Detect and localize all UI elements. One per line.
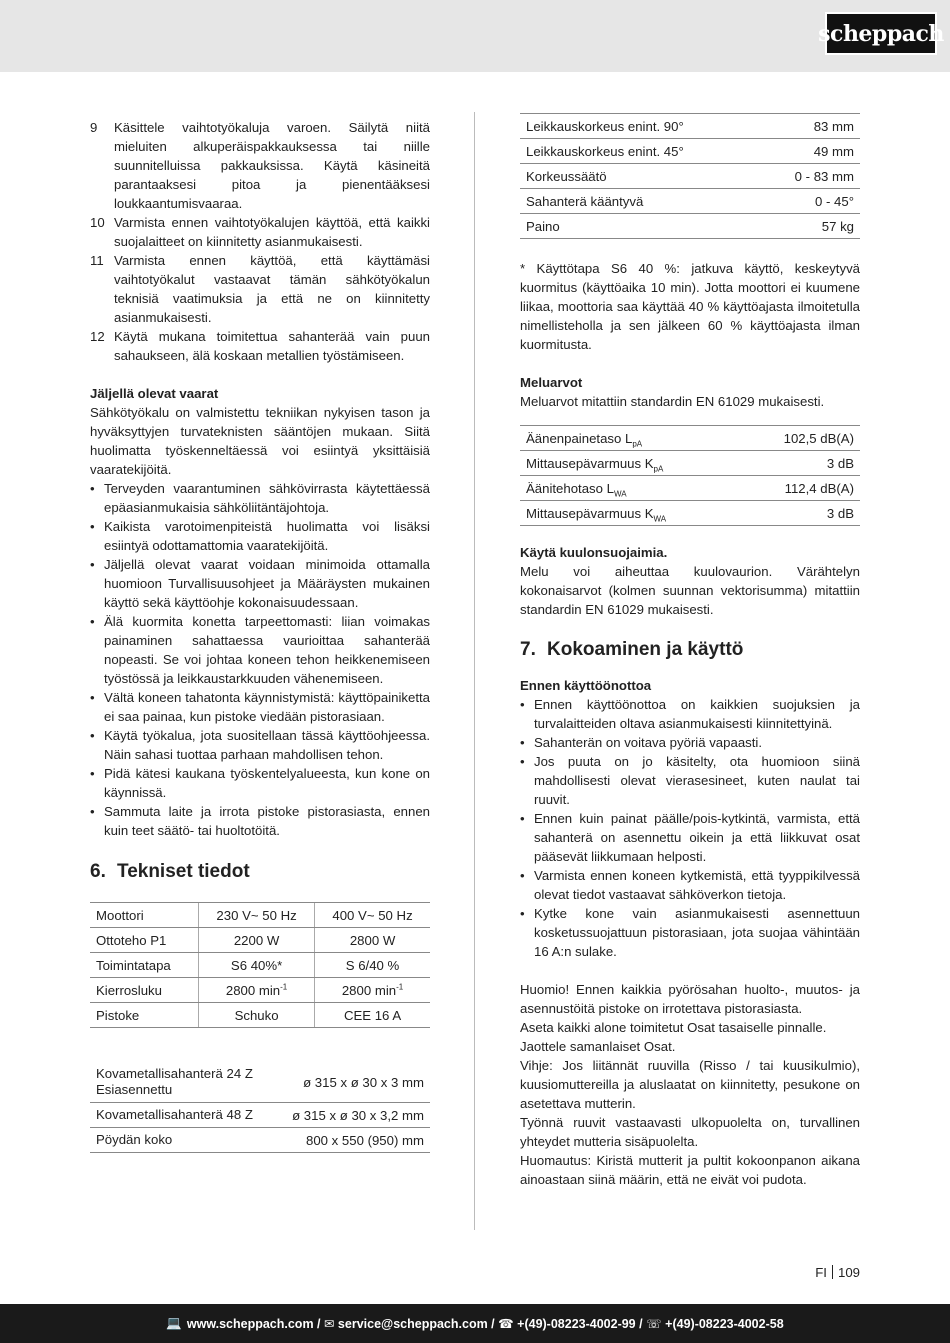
footer-bar	[0, 1304, 950, 1343]
table-cell: 2800 W	[315, 928, 430, 953]
table-row	[520, 476, 860, 501]
table-cell: 112,4 dB(A)	[741, 476, 860, 501]
monitor-icon: 💻	[166, 1316, 182, 1330]
noise-heading: Meluarvot	[520, 375, 583, 390]
cell-subscript: pA	[632, 439, 643, 449]
bullet-item	[90, 517, 430, 555]
table-cell: 0 - 45°	[759, 189, 860, 214]
residual-heading: Jäljellä olevat vaarat	[90, 386, 219, 401]
list-item	[90, 327, 430, 365]
table-row	[520, 426, 860, 451]
item-text: Varmista ennen käyttöä, että käyttämäsi vaihtotyökalut vastaavat tämän sähkötyökalun teknisiä vaatimuksia ja että ne on kiinnitetty asianmukaisesti.	[114, 253, 430, 325]
list-item	[90, 118, 430, 213]
table-cell: Toimintatapa	[90, 953, 199, 978]
item-number: 10	[90, 215, 105, 230]
table-cell: Sahanterä kääntyvä	[520, 189, 759, 214]
bullet-text: Varmista ennen koneen kytkemistä, että tyyppikilvessä olevat tiedot vastaavat sähköverkon tietoja.	[534, 868, 860, 902]
bullet-icon: •	[90, 690, 95, 705]
note-paragraph: Aseta kaikki alone toimitetut Osat tasaiselle pinnalle.	[520, 1020, 827, 1035]
item-number: 11	[90, 253, 104, 268]
table-row	[90, 1062, 430, 1103]
table-cell: 102,5 dB(A)	[741, 426, 860, 451]
noise-table	[520, 425, 860, 526]
item-number: 9	[90, 120, 98, 135]
bullet-text: Ennen käyttöönottoa on kaikkien suojuksien ja turvalaitteiden oltava asianmukaisesti kiinnitettyinä.	[534, 697, 860, 731]
bullet-item	[90, 764, 430, 802]
before-heading: Ennen käyttöönottoa	[520, 678, 652, 693]
cell-label: Mittausepävarmuus K	[526, 505, 654, 521]
table-cell: Paino	[520, 214, 759, 239]
table-cell	[90, 1103, 274, 1128]
table-cell	[520, 426, 741, 451]
assembly-notes	[520, 980, 860, 1189]
table-row	[520, 189, 860, 214]
left-column	[90, 118, 430, 1153]
list-item	[90, 213, 430, 251]
table-cell: Moottori	[90, 903, 199, 928]
cell-line: Kovametallisahanterä 24 Z	[96, 1066, 253, 1081]
table-row	[520, 139, 860, 164]
bullet-text: Jos puuta on jo käsitelty, ota huomioon siinä mahdollisesti olevat vierasesineet, kuten naulat tai ruuvit.	[534, 754, 860, 807]
list-item	[90, 251, 430, 327]
dimensions-table	[520, 113, 860, 239]
bullet-item	[520, 733, 860, 752]
note-paragraph: Jaottele samanlaiset Osat.	[520, 1039, 676, 1054]
table-cell: S 6/40 %	[315, 953, 430, 978]
table-cell: Korkeussäätö	[520, 164, 759, 189]
footer-contact: www.scheppach.com / ✉ service@scheppach.com / ☎ +(49)-08223-4002-99 / ☏ +(49)-08223-4002-58	[186, 1317, 784, 1331]
table-row	[520, 214, 860, 239]
item-number: 12	[90, 329, 105, 344]
header-bar	[0, 0, 950, 72]
bullet-icon: •	[90, 519, 95, 534]
note-paragraph: Huomautus: Kiristä mutterit ja pultit kokoonpanon aikana ainoastaan siinä määrin, että ne eivät voi pudota.	[520, 1153, 860, 1187]
bullet-item	[520, 695, 860, 733]
table-row	[90, 953, 430, 978]
cell-line: Kovametallisahanterä 48 Z	[96, 1107, 253, 1122]
table-cell: Leikkauskorkeus enint. 45°	[520, 139, 759, 164]
scheppach-logo: scheppach	[825, 12, 937, 55]
column-divider	[474, 112, 475, 1230]
bullet-icon: •	[90, 614, 95, 629]
ear-text: Melu voi aiheuttaa kuulovaurion. Värähtelyn kokonaisarvot (kolmen suunnan vektorisumma) mitattiin standardin EN 61029 mukaisesti.	[520, 564, 860, 617]
bullet-text: Jäljellä olevat vaarat voidaan minimoida ottamalla huomioon Turvallisuusohjeet ja Määräysten mukainen käyttö sekä käyttöohje kokonaisuudessaan.	[104, 557, 430, 610]
before-bullets	[520, 695, 860, 961]
page-number: FI 109	[815, 1265, 860, 1280]
table-row	[520, 164, 860, 189]
cell-subscript: pA	[653, 464, 664, 474]
note-paragraph: Huomio! Ennen kaikkia pyörösahan huolto-, muutos- ja asennustöitä pistoke on irrotettava pistorasiasta.	[520, 982, 860, 1016]
bullet-item	[90, 612, 430, 688]
table-row	[90, 1103, 430, 1128]
bullet-icon: •	[520, 697, 525, 712]
table-cell	[520, 501, 741, 526]
right-column	[520, 113, 860, 1189]
item-text: Käsittele vaihtotyökaluja varoen. Säilytä niitä mieluiten alkuperäispakkauksessa tai niille suunnitelluissa pakkauksissa. Käytä käsineitä parantaaksesi pitoa ja pienentääksesi loukkaantumisvaaraa.	[114, 120, 430, 211]
table-cell: S6 40%*	[199, 953, 315, 978]
bullet-item	[90, 688, 430, 726]
bullet-icon: •	[520, 754, 525, 769]
table-row	[90, 903, 430, 928]
table-cell: ø 315 x ø 30 x 3,2 mm	[274, 1103, 430, 1128]
table-cell: 230 V~ 50 Hz	[199, 903, 315, 928]
cell-label: Äänitehotaso L	[526, 480, 614, 496]
note-paragraph: Työnnä ruuvit vastaavasti ulkopuolelta on, turvallinen yhteydet mutteria sisäpuolelta.	[520, 1115, 860, 1149]
table-cell: ø 315 x ø 30 x 3 mm	[274, 1062, 430, 1103]
table-cell: Ottoteho P1	[90, 928, 199, 953]
cell-line: Esiasennettu	[96, 1082, 173, 1097]
table-cell: 57 kg	[759, 214, 860, 239]
spec-table	[90, 902, 430, 1028]
cell-line: Pöydän koko	[96, 1132, 173, 1147]
bullet-icon: •	[520, 906, 525, 921]
numbered-list	[90, 118, 430, 365]
bullet-item	[520, 809, 860, 866]
table-cell	[90, 1062, 274, 1103]
bullet-icon: •	[520, 811, 525, 826]
bullet-icon: •	[90, 804, 95, 819]
bullet-icon: •	[520, 868, 525, 883]
tech-heading: 6. Tekniset tiedot	[90, 861, 250, 882]
noise-text: Meluarvot mitattiin standardin EN 61029 mukaisesti.	[520, 394, 825, 409]
residual-intro: Sähkötyökalu on valmistettu tekniikan nykyisen tason ja hyväksyttyjen turvateknisten sääntöjen mukaan. Siitä huolimatta työskenneltäessä voi esiintyä yksittäisiä vaaratekijöitä.	[90, 405, 430, 477]
bullet-text: Pidä kätesi kaukana työskentelyalueesta, kun kone on käynnissä.	[104, 766, 430, 800]
bullet-item	[90, 726, 430, 764]
bullet-text: Vältä koneen tahatonta käynnistymistä: käyttöpainiketta ei saa painaa, kun pistoke viedään pistorasiaan.	[104, 690, 430, 724]
ear-heading: Käytä kuulonsuojaimia.	[520, 545, 668, 560]
cell-label: Mittausepävarmuus K	[526, 455, 654, 471]
table-cell: 3 dB	[741, 501, 860, 526]
table-cell: 2200 W	[199, 928, 315, 953]
table-row	[520, 451, 860, 476]
bullet-item	[90, 555, 430, 612]
bullet-item	[90, 802, 430, 840]
bullet-text: Terveyden vaarantuminen sähkövirrasta käytettäessä epäasianmukaisia sähköliitäntäjohtoja.	[104, 481, 430, 515]
table-row	[520, 114, 860, 139]
duty-note: * Käyttötapa S6 40 %: jatkuva käyttö, keskeytyvä kuormitus (käyttöaika 10 min). Jotta moottori ei kuumene liikaa, moottoria saa käyttää 40 % käyttöajasta ilmoitetulla nimellisteholla ja sen jälkeen 60 % käyttöajasta ilman kuormitusta.	[520, 261, 860, 352]
bullet-text: Kaikista varotoimenpiteistä huolimatta voi lisäksi esiintyä odottamattomia vaaratekijöitä.	[104, 519, 430, 553]
table-cell: 83 mm	[759, 114, 860, 139]
table-cell: 0 - 83 mm	[759, 164, 860, 189]
item-text: Käytä mukana toimitettua sahanterää vain puun sahaukseen, älä koskaan metallien työstämiseen.	[114, 329, 430, 363]
cell-subscript: WA	[614, 489, 627, 499]
bullet-item	[520, 866, 860, 904]
table-cell	[520, 451, 741, 476]
table-row	[520, 501, 860, 526]
cell-subscript: WA	[653, 514, 667, 524]
bullet-text: Sammuta laite ja irrota pistoke pistorasiasta, ennen kuin teet säätö- tai huoltotöitä.	[104, 804, 430, 838]
table-cell	[90, 1128, 274, 1153]
bullet-item	[90, 479, 430, 517]
table-cell: 49 mm	[759, 139, 860, 164]
table-cell: 800 x 550 (950) mm	[274, 1128, 430, 1153]
table-cell: Leikkauskorkeus enint. 90°	[520, 114, 759, 139]
blade-table	[90, 1062, 430, 1153]
table-row	[90, 1128, 430, 1153]
bullet-text: Kytke kone vain asianmukaisesti asennettuun kosketussuojattuun pistorasiaan, jota suojaa vähintään 16 A:n sulake.	[534, 906, 860, 959]
cell-label: Äänenpainetaso L	[526, 430, 633, 446]
bullet-icon: •	[90, 557, 95, 572]
table-row: Kierrosluku 2800 $\min^{-1}$ 2800 $\min^{-1}$	[90, 978, 430, 1003]
bullet-item	[520, 752, 860, 809]
table-cell: 400 V~ 50 Hz	[315, 903, 430, 928]
table-row: Pistoke Schuko CEE 16 A	[90, 1003, 430, 1028]
bullet-text: Ennen kuin painat päälle/pois-kytkintä, varmista, että sahanterä on asennettu oikein ja että liikkuvat osat pääsevät liikkumaan helposti.	[534, 811, 860, 864]
table-cell: 3 dB	[741, 451, 860, 476]
item-text: Varmista ennen vaihtotyökalujen käyttöä, että kaikki suojalaitteet on kiinnitetty asianmukaisesti.	[114, 215, 430, 249]
table-row	[90, 928, 430, 953]
assembly-heading: 7. Kokoaminen ja käyttö	[520, 639, 744, 660]
note-paragraph: Vihje: Jos liitännät ruuvilla (Risso / tai kuusikulmio), kuusiomuttereilla ja aluslaatat on kiinnitetty, pesukone on asetettava mutterin.	[520, 1058, 860, 1111]
bullet-item	[520, 904, 860, 961]
bullet-text: Älä kuormita konetta tarpeettomasti: liian voimakas painaminen sahattaessa vaurioittaa sahanterää nopeasti. Se voi johtaa koneen tehon heikkenemiseen työstössä ja leikkaustarkkuuden vähenemiseen.	[104, 614, 430, 686]
table-cell	[520, 476, 741, 501]
bullet-text: Käytä työkalua, jota suositellaan tässä käyttöohjeessa. Näin sahasi tuottaa parhaan mahdollisen tehon.	[104, 728, 430, 762]
bullet-text: Sahanterän on voitava pyöriä vapaasti.	[534, 735, 762, 750]
bullet-icon: •	[90, 481, 95, 496]
bullet-icon: •	[90, 728, 95, 743]
bullet-icon: •	[520, 735, 525, 750]
bullet-icon: •	[90, 766, 95, 781]
residual-bullets	[90, 479, 430, 840]
